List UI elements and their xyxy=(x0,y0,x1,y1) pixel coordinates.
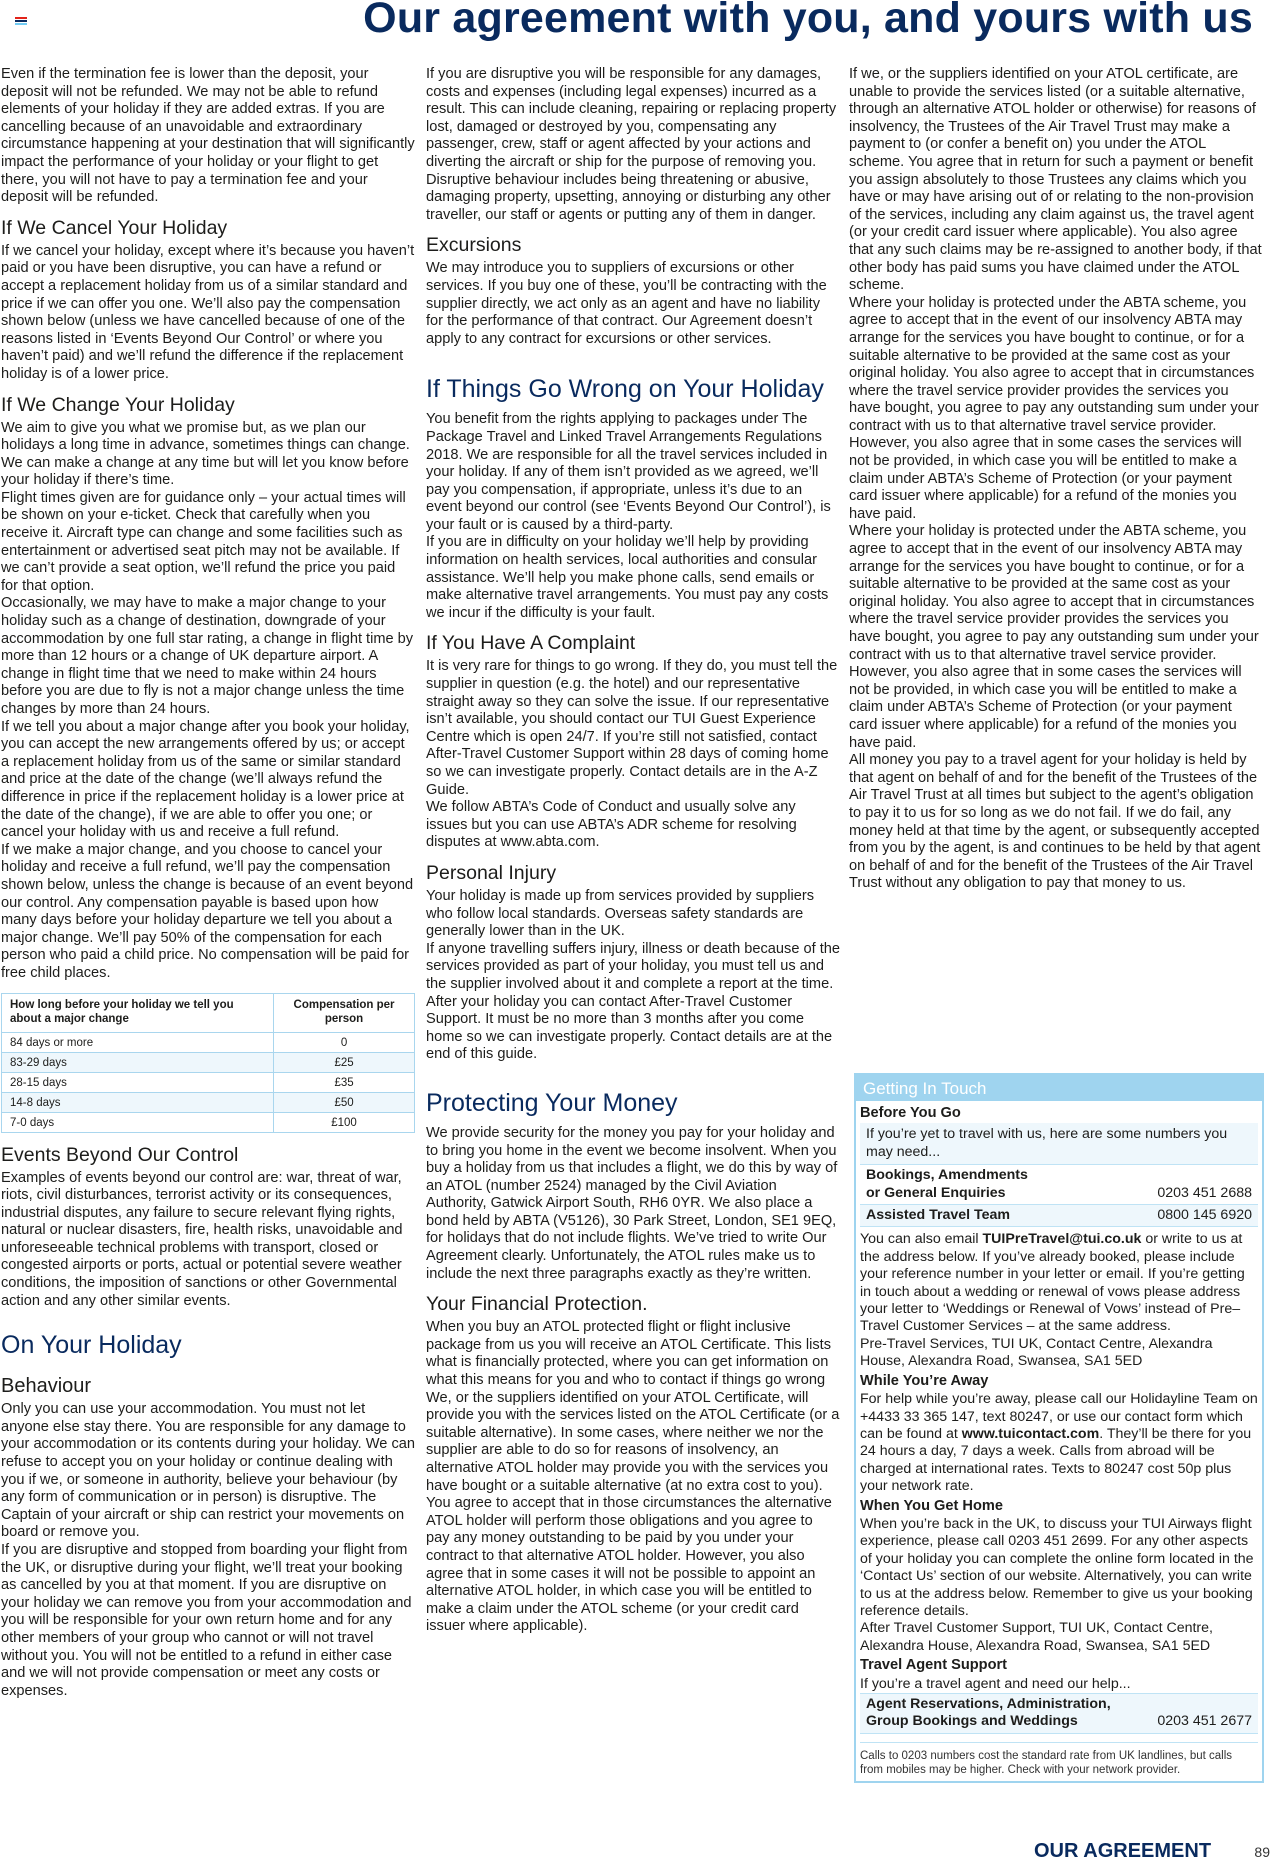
bookings-label-line2: or General Enquiries xyxy=(866,1184,1006,1201)
compensation-table xyxy=(1,993,415,1133)
before-you-go-heading: Before You Go xyxy=(860,1105,961,1121)
agent-contact-row xyxy=(860,1693,1258,1734)
paragraph: If anyone travelling suffers injury, illness or death because of the services provided as part of your holiday, you must tell us and the supplier involved about it and complete a report at the time. xyxy=(426,940,840,992)
paragraph: Flight times given are for guidance only – your actual times will be shown on your e-ticket. Check that carefully when you receive it. Aircraft type can change and some facilities such as entertainment or advertised seat pitch may not be available. If we can’t provide a seat option, we’ll refund the price you paid for that option. xyxy=(1,489,406,594)
footer-section-label: OUR AGREEMENT xyxy=(1034,1840,1212,1862)
table-cell-period: 7-0 days xyxy=(2,1112,274,1132)
tui-logo-icon xyxy=(15,17,27,26)
paragraph: Where your holiday is protected under the ABTA scheme, you agree to accept that in the event of our insolvency ABTA may arrange for the services you have bought to continue, or for a suitable alternative to be provided at the same cost as your original holiday. You also agree to accept that in circumstances where the travel service provider provides the services you have bought, you agree to pay any outstanding sum under your contract with us to that alternative travel service provider. However, you also agree that in some cases the services will not be provided, in which case you will be entitled to make a claim under ABTA’s Scheme of Protection (or your payment card issuer where applicable) for a refund of the monies you have paid. xyxy=(849,294,1259,522)
paragraph: We provide security for the money you pay for your holiday and to bring you home in the event we become insolvent. When you buy a holiday from us that includes a flight, we do this by way of an ATOL (number 2524) managed by the Civil Aviation Authority, Gatwick Airport South, RH6 0YR. We also place a bond held by ABTA (V5126), 30 Park Street, London, SE1 9EQ, for holidays that do not include flights. We’ve tried to write Our Agreement clearly. Unfortunately, the ATOL rules make us to include the next three paragraphs exactly as they’re written. xyxy=(426,1124,838,1282)
getting-in-touch-title: Getting In Touch xyxy=(856,1075,1262,1101)
paragraph: If you are in difficulty on your holiday we’ll help by providing information on health services, local authorities and consular assistance. We’ll help you make phone calls, send emails or make alternative travel arrangements. You must pay any costs we incur if the difficulty is your fault. xyxy=(426,534,829,621)
paragraph: If you are disruptive and stopped from boarding your flight from the UK, or disruptive during your flight, we’ll treat your booking as cancelled by you at that moment. If you are disruptive on your holiday we can remove you from your accommodation and you will be responsible for your own return home and for any other members of your group who cannot or will not travel without you. You will not be entitled to a refund in either case and we will not provide compensation or meet any costs or expenses. xyxy=(1,1542,412,1699)
paragraph: Your holiday is made up from services provided by suppliers who follow local standards. Overseas safety standards are generally lower than in the UK. xyxy=(426,887,815,940)
paragraph: It is very rare for things to go wrong. If they do, you must tell the supplier in question (e.g. the hotel) and our representative straight away so they can solve the issue. If our representative isn’t available, you should contact our TUI Guest Experience Centre which is open 24/7. If you’re still not satisfied, contact After-Travel Customer Support within 28 days of coming home so we can investigate properly. Contact details are in the A-Z Guide. xyxy=(426,658,838,798)
assisted-travel-contact-row xyxy=(860,1205,1258,1227)
paragraph: Where your holiday is protected under the ABTA scheme, you agree to accept that in the event of our insolvency ABTA may arrange for the services you have bought to continue, or for a suitable alternative to be provided at the same cost as your original holiday. You also agree to accept that in circumstances where the travel service provider provides the services you have bought, you agree to pay any outstanding sum under your contract with us to that alternative travel service provider. However, you also agree that in some cases the services will not be provided, in which case you will be entitled to make a claim under ABTA’s Scheme of Protection (or your payment card issuer where applicable) for a refund of the monies you have paid. xyxy=(849,523,1259,751)
paragraph: Even if the termination fee is lower than the deposit, your deposit will not be refunded. We may not be able to refund elements of your holiday if they are added extras. If you are cancelling because of an unavoidable and extraordinary circumstance happening at your destination that will significantly impact the performance of your holiday or your flight to get there, you will not have to pay a termination fee and your deposit will be refunded. xyxy=(1,66,415,206)
paragraph: If we make a major change, and you choose to cancel your holiday and receive a full refund, we’ll pay the compensation shown below, unless the change is because of an event beyond our control. Any compensation payable is based upon how many days before your holiday departure we tell you about a major change. We’ll pay 50% of the compensation for each person who paid a child price. No compensation will be paid for free child places. xyxy=(1,841,414,981)
section-heading-on-your-holiday: On Your Holiday xyxy=(1,1331,182,1360)
paragraph: We may introduce you to suppliers of excursions or other services. If you buy one of these, you’ll be contracting with the supplier directly, we act only as an agent and have no liability for the performance of that contract. Our Agreement doesn’t apply to any contract for excursions or other services. xyxy=(426,260,827,347)
travel-agent-intro: If you’re a travel agent and need our help... xyxy=(860,1675,1131,1692)
while-away-outro-text: . They’ll be there for you 24 hours a day, 7 days a week. Calls from abroad will be charged at international rates. Texts to 80247 cost 50p plus your network rate. xyxy=(860,1425,1252,1495)
table-cell-period: 83-29 days xyxy=(2,1052,274,1072)
section-heading-complaint: If You Have A Complaint xyxy=(426,632,636,655)
table-cell-period: 28-15 days xyxy=(2,1072,274,1092)
table-header-period: How long before your holiday we tell you about a major change xyxy=(2,994,274,1033)
email-paragraph xyxy=(860,1231,1258,1335)
paragraph: We, or the suppliers identified on your ATOL Certificate, will provide you with the services listed on the ATOL Certificate (or a suitable alternative). In some cases, where neither we nor the supplier are able to do so for reasons of insolvency, an alternative ATOL holder may provide you with the services you have bought or a suitable alternative (at no extra cost to you). You agree to accept that in those circumstances the alternative ATOL holder will perform those obligations and you agree to pay any money outstanding to be paid by you under your contract to that alternative ATOL holder. However, you also agree that in some cases it will not be possible to appoint an alternative ATOL holder, in which case you will be entitled to make a claim under the ATOL scheme (or your credit card issuer where applicable). xyxy=(426,1389,840,1635)
getting-in-touch-box xyxy=(854,1073,1264,1783)
table-row xyxy=(2,1032,414,1052)
table-cell-amount: £35 xyxy=(274,1072,414,1092)
paragraph: We aim to give you what we promise but, as we plan our holidays a long time in advance, sometimes things can change. We can make a change at any time but will let you know before your holiday if there’s time. xyxy=(1,419,410,489)
table-cell-amount: 0 xyxy=(274,1032,414,1052)
before-you-go-intro: If you’re yet to travel with us, here are some numbers you may need... xyxy=(860,1123,1258,1165)
assisted-travel-phone-number[interactable]: 0800 145 6920 xyxy=(1157,1207,1252,1224)
section-heading-change: If We Change Your Holiday xyxy=(1,393,235,416)
assisted-travel-label: Assisted Travel Team xyxy=(866,1207,1011,1224)
paragraph: If we, or the suppliers identified on your ATOL certificate, are unable to provide the services listed (or a suitable alternative, through an alternative ATOL holder or otherwise) for reasons of insolvency, the Trustees of the Air Travel Trust may make a payment to (or confer a benefit on) you under the ATOL scheme. You agree that in return for such a payment or benefit you assign absolutely to those Trustees any claims which you have or may have arising out of or relating to the non-provision of the services, including any claim against us, the travel agent (or your credit card issuer where applicable). You also agree that any such claims may be re-assigned to another body, if that other body has paid sums you have claimed under the ATOL scheme. xyxy=(849,66,1262,294)
section-heading-cancel: If We Cancel Your Holiday xyxy=(1,216,228,239)
pre-travel-address: Pre-Travel Services, TUI UK, Contact Centre, Alexandra House, Alexandra Road, Swansea, SA1 5ED xyxy=(860,1335,1213,1370)
paragraph: If we tell you about a major change after you book your holiday, you can accept the new arrangements offered by us; or accept a replacement holiday from us of the same or similar standard and price at the date of the change (we’ll always refund the difference in price if the replacement holiday is a lower price at the date of the change), if we are able to offer you one; or cancel your holiday with us and receive a full refund. xyxy=(1,718,410,841)
agent-label-line2: Group Bookings and Weddings xyxy=(866,1713,1078,1730)
table-row xyxy=(2,1112,414,1132)
paragraph: All money you pay to a travel agent for your holiday is held by that agent on behalf of and for the benefit of the Trustees of the Air Travel Trust at all times but subject to the agent’s obligation to pay it to us for so long as we do not fail. If we do fail, any money held at that time by the agent, or subsequently accepted from you by the agent, is and continues to be held by that agent on behalf of and for the benefit of the Trustees of the Air Travel Trust without any obligation to pay that money to us. xyxy=(849,752,1261,892)
paragraph: You benefit from the rights applying to packages under The Package Travel and Linked Travel Arrangements Regulations 2018. We are responsible for all the travel services included in your holiday. If any of them isn’t provided as we agreed, we’ll pay you compensation, if appropriate, unless it’s due to an event beyond our control (see ‘Events Beyond Our Control’), is your fault or is caused by a third-party. xyxy=(426,411,831,533)
section-heading-excursions: Excursions xyxy=(426,234,522,257)
while-away-paragraph xyxy=(860,1391,1258,1495)
email-outro-text: or write to us at the address below. If you’ve already booked, please include your reference number in your letter or email. If you’re getting in touch about a wedding or renewal of vows please address your letter to ‘Weddings or Renewal of Vows’ instead of Pre–Travel Customer Services – at the same address. xyxy=(860,1231,1245,1335)
paragraph: We follow ABTA’s Code of Conduct and usually solve any issues but you can use ABTA’s ADR scheme for resolving disputes at www.abta.com. xyxy=(426,799,797,851)
table-cell-period: 14-8 days xyxy=(2,1092,274,1112)
while-away-heading: While You’re Away xyxy=(860,1372,989,1389)
tuicontact-link[interactable]: www.tuicontact.com xyxy=(961,1425,1100,1442)
agent-phone-number[interactable]: 0203 451 2677 xyxy=(1157,1713,1252,1730)
table-cell-amount: £50 xyxy=(274,1092,414,1112)
table-cell-amount: £25 xyxy=(274,1052,414,1072)
table-row xyxy=(2,1072,414,1092)
table-cell-period: 84 days or more xyxy=(2,1032,274,1052)
email-link[interactable]: TUIPreTravel@tui.co.uk xyxy=(982,1231,1142,1248)
call-charges-note: Calls to 0203 numbers cost the standard rate from UK landlines, but calls from mobiles may be higher. Check with your network provider. xyxy=(860,1742,1258,1777)
when-home-heading: When You Get Home xyxy=(860,1497,1003,1514)
agent-label-line1: Agent Reservations, Administration, xyxy=(866,1696,1111,1712)
email-intro-text: You can also email xyxy=(860,1231,983,1248)
page-title: Our agreement with you, and yours with us xyxy=(363,0,1253,42)
while-away-intro-text: For help while you’re away, please call our Holidayline Team on +4433 33 365 147, text 80247, or use our contact form which can be found at xyxy=(860,1391,1258,1442)
bookings-contact-row xyxy=(860,1165,1258,1205)
bookings-label-line1: Bookings, Amendments xyxy=(866,1167,1028,1184)
section-heading-financial-protection: Your Financial Protection. xyxy=(426,1293,648,1316)
when-home-paragraph: When you’re back in the UK, to discuss your TUI Airways flight experience, please call 0203 451 2699. For any other aspects of your holiday you can complete the online form located in the ‘Contact Us’ section of our website. Alternatively, you can write to us at the address below. Remember to give us your booking reference details. xyxy=(860,1515,1254,1619)
paragraph: Examples of events beyond our control are: war, threat of war, riots, civil disturbances, terrorist activity or its consequences, industrial disputes, any failure to secure relevant flying rights, natural or nuclear disasters, fire, health risks, unavoidable and unforeseeable technical problems with transport, closed or congested airports or ports, actual or potential severe weather conditions, the imposition of sanctions or other Governmental action and any other similar events. xyxy=(1,1169,403,1309)
paragraph: If we cancel your holiday, except where it’s because you haven’t paid or you have been disruptive, you can have a refund or accept a replacement holiday from us of a similar standard and price if we can offer you one. We’ll also pay the compensation shown below (unless we have cancelled because of one of the reasons listed in ‘Events Beyond Our Control’ or where you haven’t paid) and we’ll refund the difference if the replacement holiday is of a lower price. xyxy=(1,242,415,382)
section-heading-protecting-money: Protecting Your Money xyxy=(426,1088,678,1117)
section-heading-behaviour: Behaviour xyxy=(1,1375,92,1398)
table-row xyxy=(2,1052,414,1072)
after-travel-address: After Travel Customer Support, TUI UK, Contact Centre, Alexandra House, Alexandra Road, Swansea, SA1 5ED xyxy=(860,1620,1213,1654)
paragraph: After your holiday you can contact After-Travel Customer Support. It must be no more than 3 months after you come home so we can investigate properly. Contact details are at the end of this guide. xyxy=(426,993,833,1063)
table-row xyxy=(2,1092,414,1112)
table-header-compensation: Compensation per person xyxy=(274,994,414,1033)
column-3 xyxy=(849,66,1263,893)
paragraph: If you are disruptive you will be responsible for any damages, costs and expenses (including legal expenses) incurred as a result. This can include cleaning, repairing or replacing property lost, damaged or destroyed by you, compensating any passenger, crew, staff or agent affected by your actions and diverting the aircraft or ship for the purpose of removing you. xyxy=(426,66,837,170)
paragraph: Occasionally, we may have to make a major change to your holiday such as a change of destination, downgrade of your accommodation by one full star rating, a change in flight time by more than 12 hours or a change of UK departure airport. A change in flight time that we need to make within 24 hours before you are due to fly is not a major change unless the time changes by more than 24 hours. xyxy=(1,595,414,717)
section-heading-personal-injury: Personal Injury xyxy=(426,861,557,884)
page-number: 89 xyxy=(1254,1844,1270,1860)
paragraph: Only you can use your accommodation. You must not let anyone else stay there. You are responsible for any damage to your accommodation or its contents during your holiday. We can refuse to accept you on your holiday or continue dealing with you if we, or someone in authority, believe your behaviour (by any form of communication or in person) is disruptive. The Captain of your aircraft or ship can restrict your movements on board or remove you. xyxy=(1,1401,415,1541)
table-cell-amount: £100 xyxy=(274,1112,414,1132)
column-1 xyxy=(1,66,415,1700)
section-heading-things-go-wrong: If Things Go Wrong on Your Holiday xyxy=(426,375,824,404)
paragraph: Disruptive behaviour includes being threatening or abusive, damaging property, upsetting, annoying or disturbing any other traveller, our staff or agents or putting any of them in danger. xyxy=(426,171,831,223)
paragraph: When you buy an ATOL protected flight or flight inclusive package from us you will receive an ATOL Certificate. This lists what is financially protected, where you can get information on what this means for you and who to contact if things go wrong xyxy=(426,1319,832,1389)
bookings-phone-number[interactable]: 0203 451 2688 xyxy=(1157,1184,1252,1201)
section-heading-events: Events Beyond Our Control xyxy=(1,1143,239,1166)
column-2 xyxy=(426,66,840,1636)
travel-agent-heading: Travel Agent Support xyxy=(860,1657,1008,1674)
